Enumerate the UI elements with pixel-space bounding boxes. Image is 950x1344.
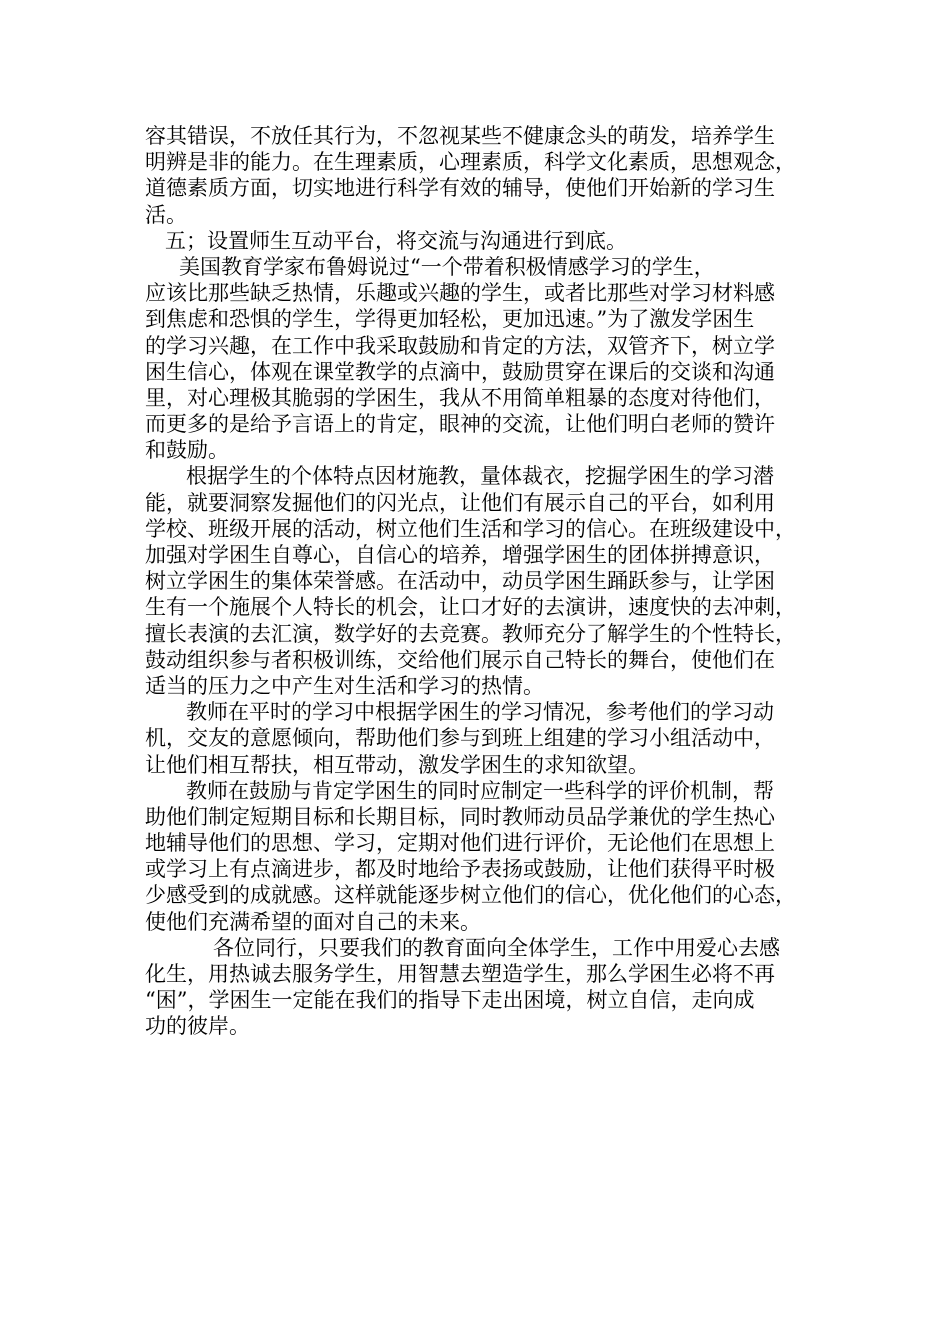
text-line: 而更多的是给予言语上的肯定，眼神的交流，让他们明白老师的赞许 [145, 412, 775, 437]
text-line: 和鼓励。 [145, 438, 229, 463]
text-line: 应该比那些缺乏热情，乐趣或兴趣的学生，或者比那些对学习材料感 [145, 281, 775, 306]
text-line: 功的彼岸。 [145, 1014, 250, 1039]
text-line: 教师在鼓励与肯定学困生的同时应制定一些科学的评价机制，帮 [186, 778, 774, 803]
text-line: 能，就要洞察发掘他们的闪光点，让他们有展示自己的平台，如利用 [145, 490, 775, 515]
text-line: 困生信心，体观在课堂教学的点滴中，鼓励贯穿在课后的交谈和沟通 [145, 359, 775, 384]
document-body [145, 123, 825, 1040]
text-line: 里，对心理极其脆弱的学困生，我从不用简单粗暴的态度对待他们， [145, 385, 775, 410]
text-line: 根据学生的个体特点因材施教，量体裁衣，挖掘学困生的学习潜 [186, 464, 774, 489]
text-line: 鼓动组织参与者积极训练，交给他们展示自己特长的舞台，使他们在 [145, 647, 775, 672]
text-line: 教师在平时的学习中根据学困生的学习情况，参考他们的学习动 [186, 700, 774, 725]
text-line: 容其错误，不放任其行为，不忽视某些不健康念头的萌发，培养学生 [145, 124, 775, 148]
text-line: 让他们相互帮扶，相互带动，激发学困生的求知欲望。 [145, 752, 649, 777]
text-line: 或学习上有点滴进步，都及时地给予表扬或鼓励，让他们获得平时极 [145, 857, 775, 882]
text-line: 地辅导他们的思想、学习，定期对他们进行评价，无论他们在思想上 [145, 831, 775, 856]
text-line: 树立学困生的集体荣誉感。在活动中，动员学困生踊跃参与，让学困 [145, 569, 775, 594]
text-line: 美国教育学家布鲁姆说过“一个带着积极情感学习的学生， [179, 254, 715, 279]
text-line: 生有一个施展个人特长的机会，让口才好的去演讲，速度快的去冲刺， [145, 595, 796, 620]
text-line: 活。 [145, 202, 187, 227]
text-line: 机，交友的意愿倾向，帮助他们参与到班上组建的学习小组活动中， [145, 726, 775, 751]
text-line: 使他们充满希望的面对自己的未来。 [145, 909, 481, 934]
text-line: 助他们制定短期目标和长期目标，同时教师动员品学兼优的学生热心 [145, 804, 775, 829]
text-line: 加强对学困生自尊心，自信心的培养，增强学困生的团体拼搏意识， [145, 543, 775, 567]
text-line: 适当的压力之中产生对生活和学习的热情。 [145, 673, 544, 698]
text-line: 擅长表演的去汇演，数学好的去竞赛。教师充分了解学生的个性特长， [145, 621, 796, 646]
text-line: “困”，学困生一定能在我们的指导下走出困境，树立自信，走向成 [145, 988, 755, 1013]
text-line: 的学习兴趣，在工作中我采取鼓励和肯定的方法，双管齐下，树立学 [145, 333, 775, 358]
text-line: 明辨是非的能力。在生理素质，心理素质，科学文化素质，思想观念， [145, 150, 796, 175]
text-line: 到焦虑和恐惧的学生，学得更加轻松，更加迅速。”为了激发学困生 [145, 307, 755, 332]
text-line: 道德素质方面，切实地进行科学有效的辅导，使他们开始新的学习生 [145, 176, 775, 201]
text-line: 学校、班级开展的活动，树立他们生活和学习的信心。在班级建设中， [145, 516, 796, 541]
section-heading: 五；设置师生互动平台，将交流与沟通进行到底。 [165, 228, 627, 253]
text-line: 少感受到的成就感。这样就能逐步树立他们的信心，优化他们的心态， [145, 883, 796, 908]
text-line: 各位同行，只要我们的教育面向全体学生，工作中用爱心去感 [213, 935, 780, 960]
text-line: 化生，用热诚去服务学生，用智慧去塑造学生，那么学困生必将不再 [145, 962, 775, 986]
